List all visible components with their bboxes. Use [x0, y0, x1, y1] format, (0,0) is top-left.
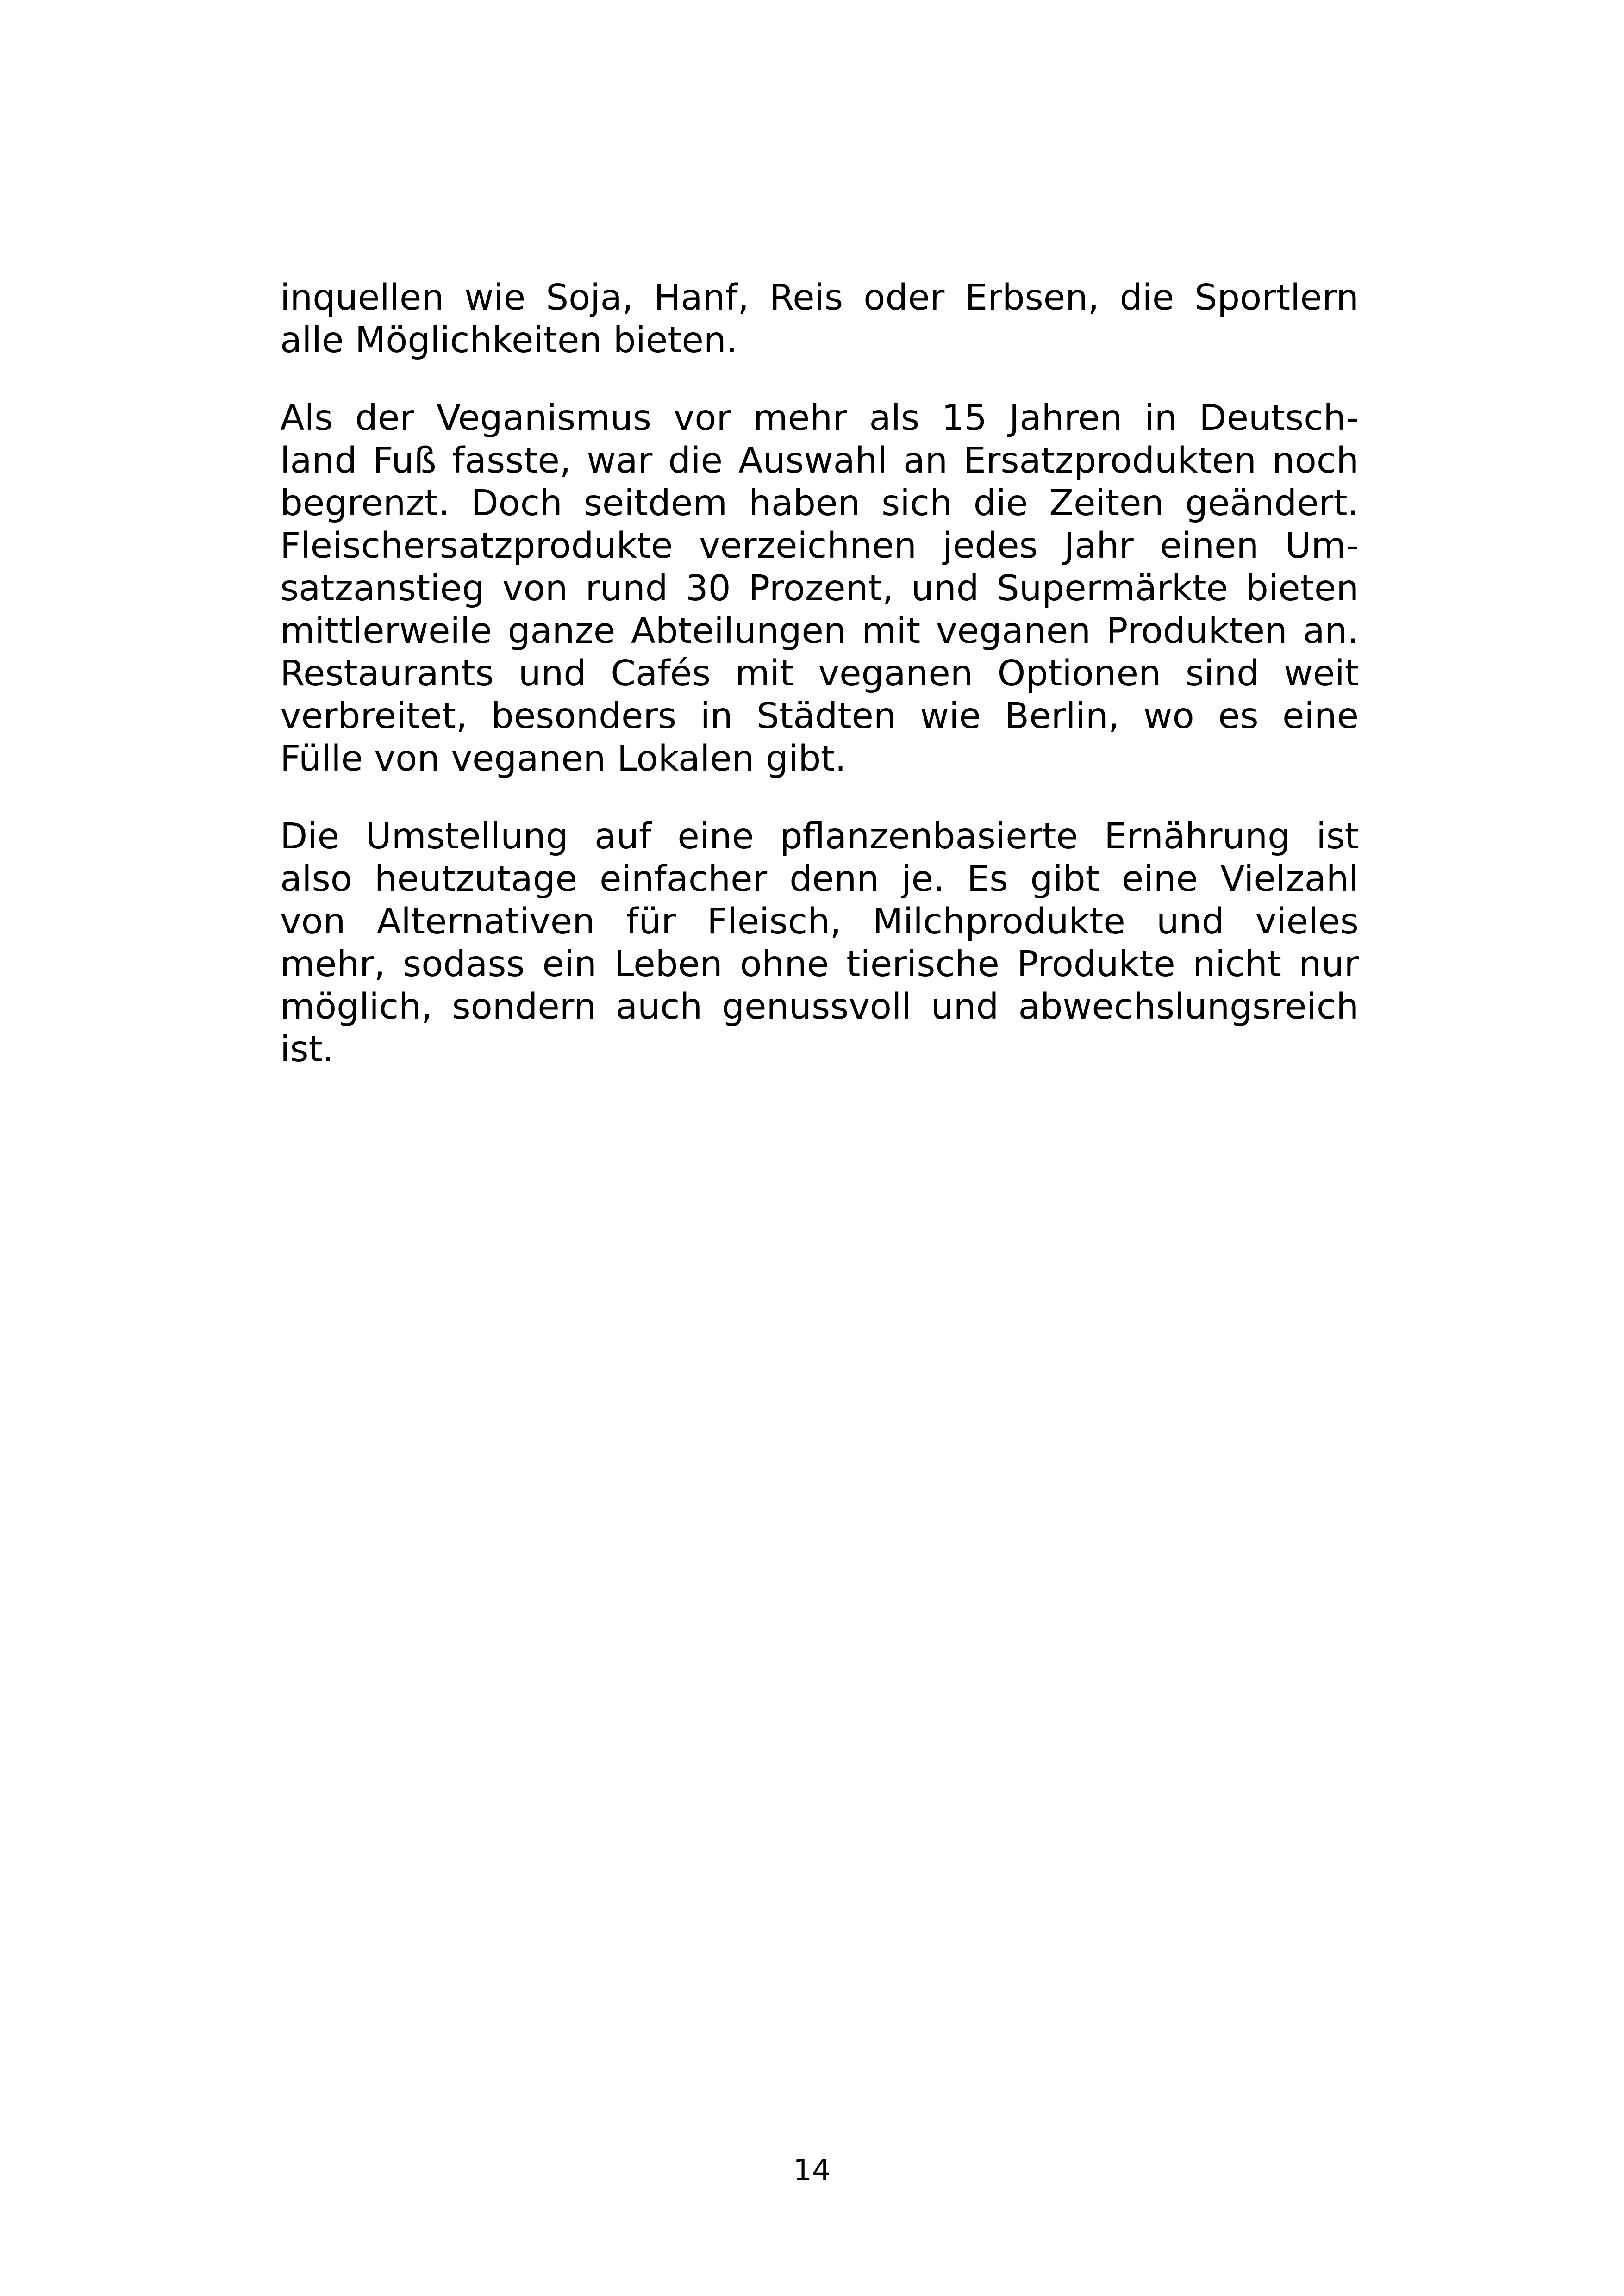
text-line: land Fuß fasste, war die Auswahl an Ersatzprodukten noch: [280, 440, 1359, 481]
page-number: 14: [793, 2153, 831, 2188]
text-line: Fleischersatzprodukte verzeichnen jedes Jahr einen Um-: [280, 525, 1359, 566]
text-line: von Alternativen für Fleisch, Milchprodukte und vieles: [280, 901, 1359, 942]
text-line: Fülle von veganen Lokalen gibt.: [280, 738, 846, 779]
text-line: Als der Veganismus vor mehr als 15 Jahren in Deutsch-: [280, 398, 1359, 439]
text-line: verbreitet, besonders in Städten wie Berlin, wo es eine: [280, 696, 1359, 737]
text-line: begrenzt. Doch seitdem haben sich die Zeiten geändert.: [280, 483, 1359, 524]
paragraph-1: [280, 277, 1359, 362]
text-line: alle Möglichkeiten bieten.: [280, 320, 738, 361]
text-line: satzanstieg von rund 30 Prozent, und Supermärkte bieten: [280, 568, 1359, 609]
text-line: inquellen wie Soja, Hanf, Reis oder Erbsen, die Sportlern: [280, 277, 1359, 318]
text-line: also heutzutage einfacher denn je. Es gibt eine Vielzahl: [280, 859, 1359, 900]
text-line: Die Umstellung auf eine pflanzenbasierte Ernährung ist: [280, 816, 1359, 857]
text-line: ist.: [280, 1029, 334, 1070]
body-text: [280, 277, 1359, 1071]
paragraph-2: [280, 397, 1359, 780]
paragraph-3: [280, 815, 1359, 1071]
text-line: mehr, sodass ein Leben ohne tierische Produkte nicht nur: [280, 944, 1359, 985]
text-line: mittlerweile ganze Abteilungen mit veganen Produkten an.: [280, 610, 1359, 652]
text-line: Restaurants und Cafés mit veganen Optionen sind weit: [280, 653, 1359, 694]
text-line: möglich, sondern auch genussvoll und abwechslungsreich: [280, 986, 1359, 1027]
